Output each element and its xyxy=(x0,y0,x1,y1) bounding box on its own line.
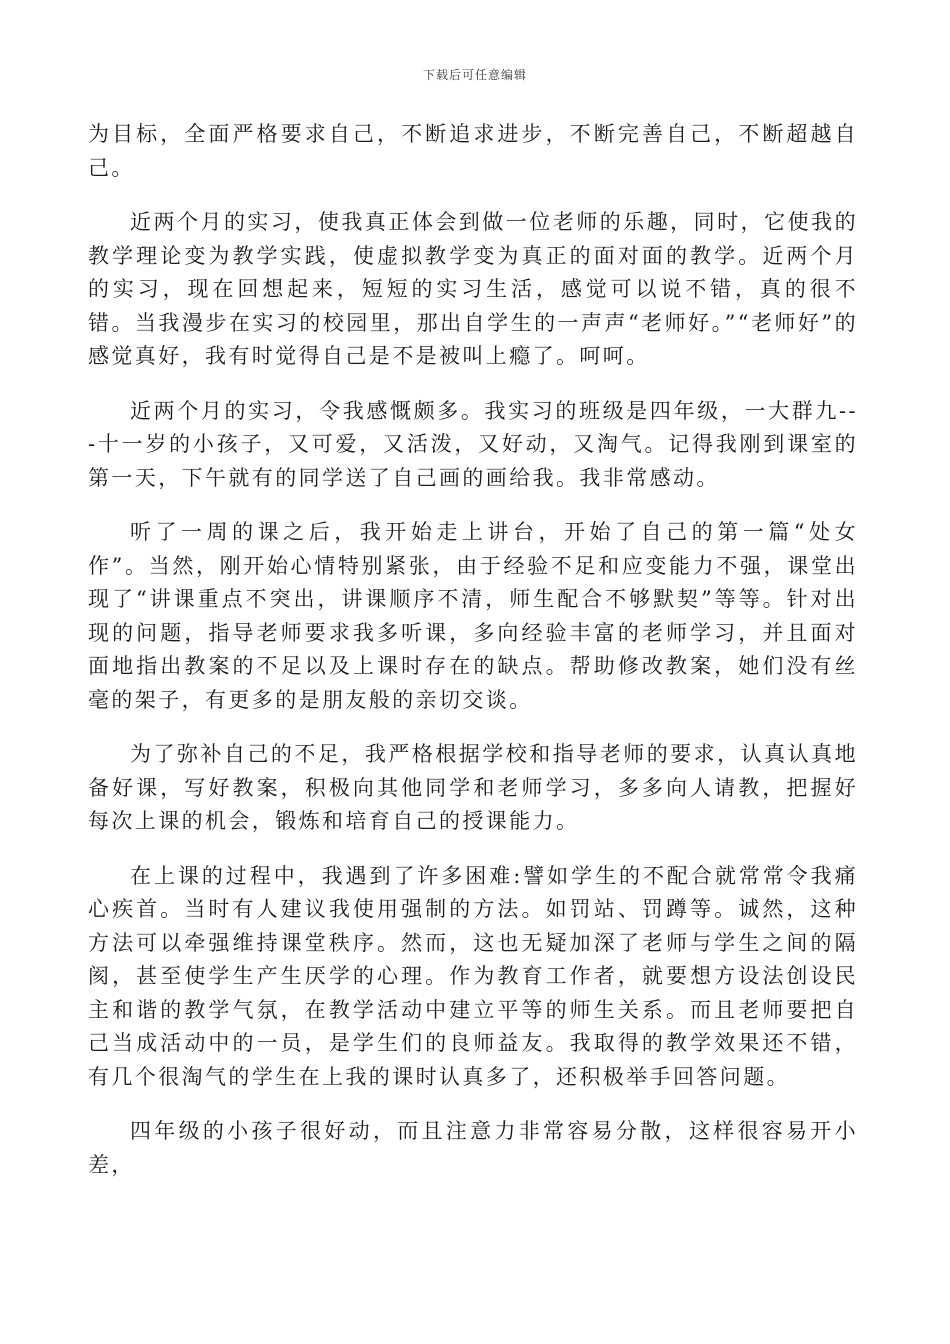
paragraph-1: 为目标，全面严格要求自己，不断追求进步，不断完善自己，不断超越自己。 xyxy=(88,122,858,180)
paragraph-4: 听了一周的课之后，我开始走上讲台，开始了自己的第一篇“处女作”。当然，刚开始心情特别紧张，由于经验不足和应变能力不强，课堂出现了“讲课重点不突出，讲课顺序不清，师生配合不够默契”等等。针对出现的问题，指导老师要求我多听课，多向经验丰富的老师学习，并且面对面地指出教案的不足以及上课时存在的缺点。帮助修改教案，她们没有丝毫的架子，有更多的是朋友般的亲切交谈。 xyxy=(88,520,858,712)
page-header: 下载后可任意编辑 xyxy=(422,68,527,82)
paragraph-7: 四年级的小孩子很好动，而且注意力非常容易分散，这样很容易开小差， xyxy=(88,1119,858,1177)
paragraph-6: 在上课的过程中，我遇到了许多困难:譬如学生的不配合就常常令我痛心疾首。当时有人建议我使用强制的方法。如罚站、罚蹲等。诚然，这种方法可以牵强维持课堂秩序。然而，这也无疑加深了老师与学生之间的隔阂，甚至使学生产生厌学的心理。作为教育工作者，就要想方设法创设民主和谐的教学气氛，在教学活动中建立平等的师生关系。而且老师要把自己当成活动中的一员，是学生们的良师益友。我取得的教学效果还不错，有几个很淘气的学生在上我的课时认真多了，还积极举手回答问题。 xyxy=(88,863,858,1089)
document-body xyxy=(88,118,858,1182)
paragraph-3: 近两个月的实习，令我感慨颇多。我实习的班级是四年级，一大群九---十一岁的小孩子，又可爱，又活泼，又好动，又淘气。记得我刚到课室的第一天，下午就有的同学送了自己画的画给我。我非常感动。 xyxy=(88,398,858,490)
paragraph-5: 为了弥补自己的不足，我严格根据学校和指导老师的要求，认真认真地备好课，写好教案，积极向其他同学和老师学习，多多向人请教，把握好每次上课的机会，锻炼和培育自己的授课能力。 xyxy=(88,742,858,833)
paragraph-2: 近两个月的实习，使我真正体会到做一位老师的乐趣，同时，它使我的教学理论变为教学实践，使虚拟教学变为真正的面对面的教学。近两个月的实习，现在回想起来，短短的实习生活，感觉可以说不错，真的很不错。当我漫步在实习的校园里，那出自学生的一声声“老师好。”“老师好”的感觉真好，我有时觉得自己是不是被叫上瘾了。呵呵。 xyxy=(88,210,858,368)
